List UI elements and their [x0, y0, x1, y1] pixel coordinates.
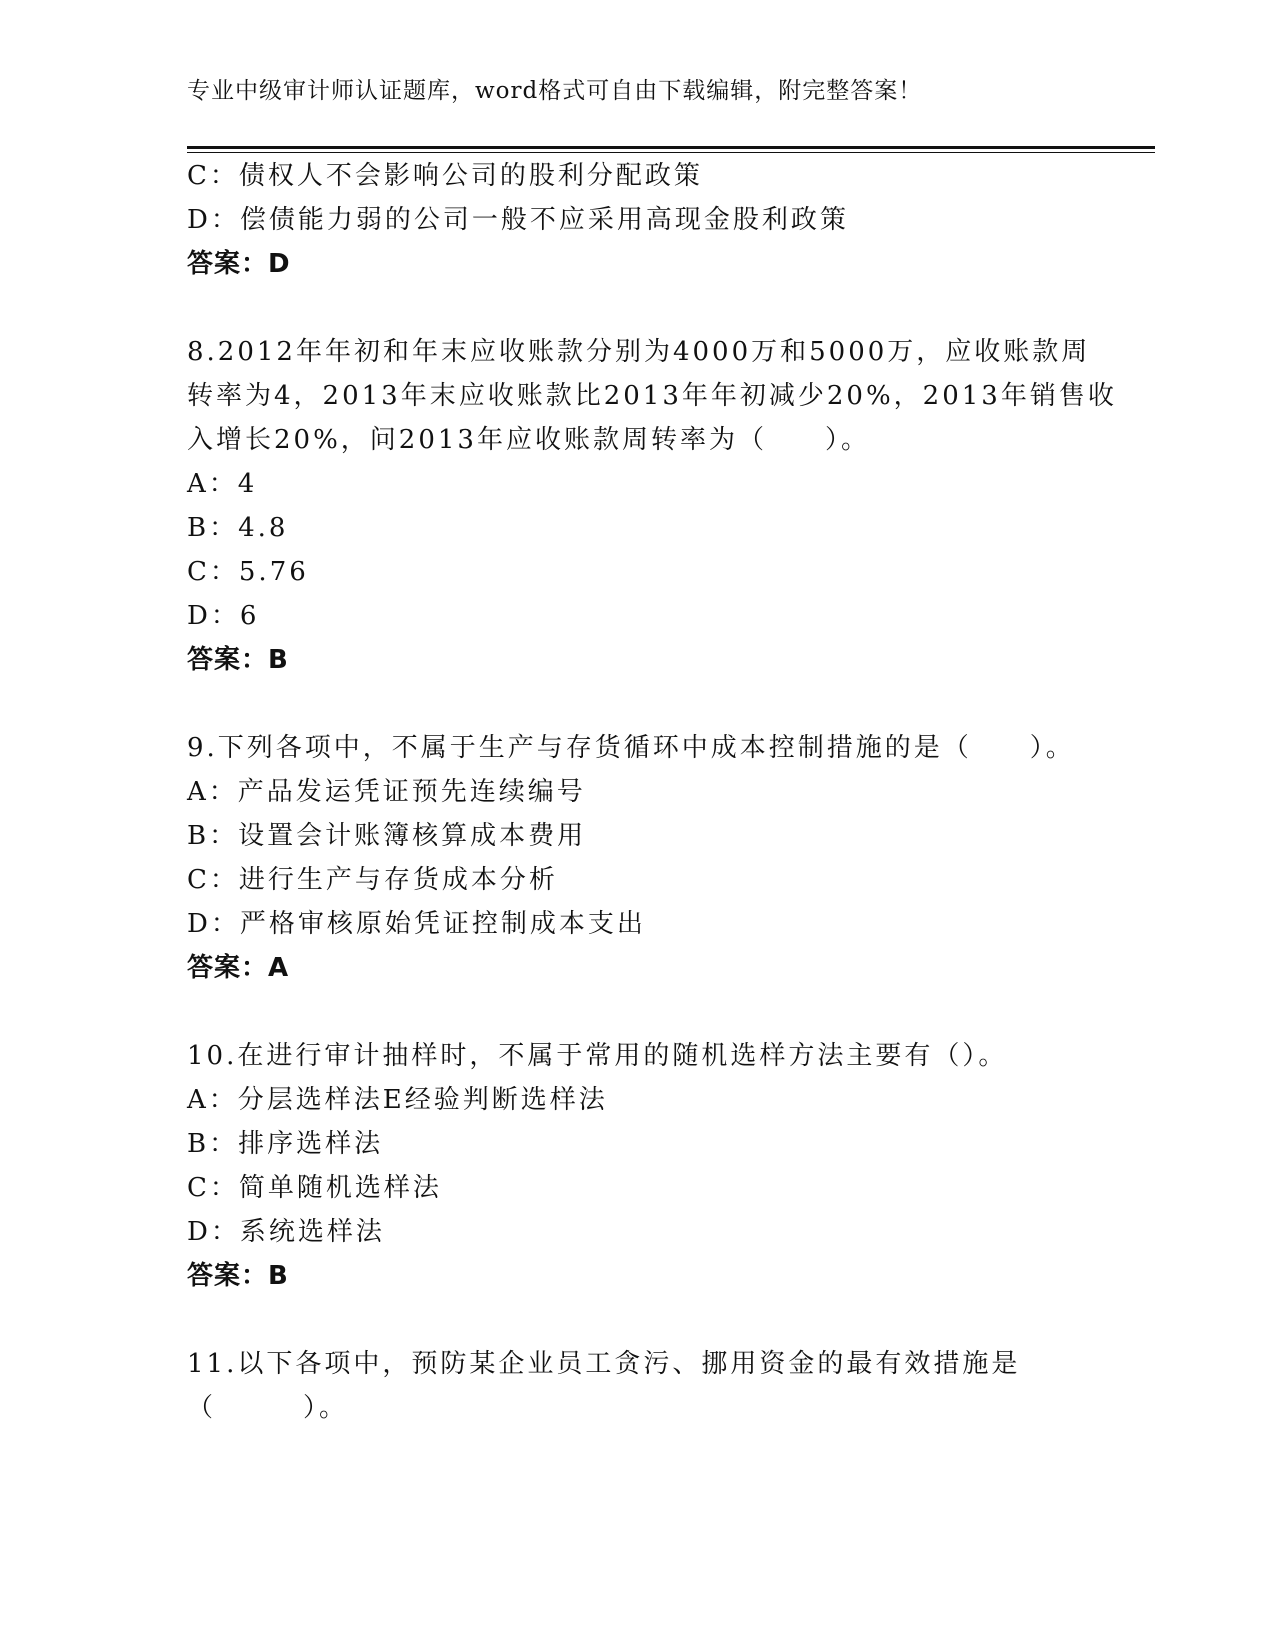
q9-option-d: D：严格审核原始凭证控制成本支出: [187, 909, 646, 939]
q11-stem-line-2: （ ）。: [187, 1393, 349, 1423]
q8-option-a: A：4: [187, 469, 258, 499]
q10-option-b: B：排序选样法: [187, 1129, 384, 1159]
q8-stem-line-1: 8.2012年年初和年末应收账款分别为4000万和5000万，应收账款周: [187, 337, 1091, 367]
q7-answer: 答案：D: [187, 249, 291, 279]
q10-option-d: D：系统选样法: [187, 1217, 385, 1247]
q10-stem-line-1: 10.在进行审计抽样时，不属于常用的随机选样方法主要有（）。: [187, 1041, 1008, 1071]
header-divider-thin: [187, 152, 1155, 153]
q7-option-d: D：偿债能力弱的公司一般不应采用高现金股利政策: [187, 205, 849, 235]
q9-option-b: B：设置会计账簿核算成本费用: [187, 821, 587, 851]
q8-option-d: D：6: [187, 601, 260, 631]
q9-answer: 答案：A: [187, 953, 290, 983]
q8-stem-line-2: 转率为4，2013年末应收账款比2013年年初减少20%，2013年销售收: [187, 381, 1117, 411]
q8-option-b: B：4.8: [187, 513, 289, 543]
q10-option-a: A：分层选样法E经验判断选样法: [187, 1085, 608, 1115]
q11-stem-line-1: 11.以下各项中，预防某企业员工贪污、挪用资金的最有效措施是: [187, 1349, 1021, 1379]
header-divider-thick: [187, 146, 1155, 149]
q10-option-c: C：简单随机选样法: [187, 1173, 442, 1203]
q8-option-c: C：5.76: [187, 557, 309, 587]
q9-option-a: A：产品发运凭证预先连续编号: [187, 777, 586, 807]
q8-stem-line-3: 入增长20%，问2013年应收账款周转率为（ ）。: [187, 425, 870, 455]
q10-answer: 答案：B: [187, 1261, 289, 1291]
q7-option-c: C：债权人不会影响公司的股利分配政策: [187, 161, 703, 191]
page-header: 专业中级审计师认证题库，word格式可自由下载编辑，附完整答案！: [187, 78, 923, 104]
q8-answer: 答案：B: [187, 645, 289, 675]
q9-option-c: C：进行生产与存货成本分析: [187, 865, 558, 895]
q9-stem-line-1: 9.下列各项中，不属于生产与存货循环中成本控制措施的是（ ）。: [187, 733, 1075, 763]
